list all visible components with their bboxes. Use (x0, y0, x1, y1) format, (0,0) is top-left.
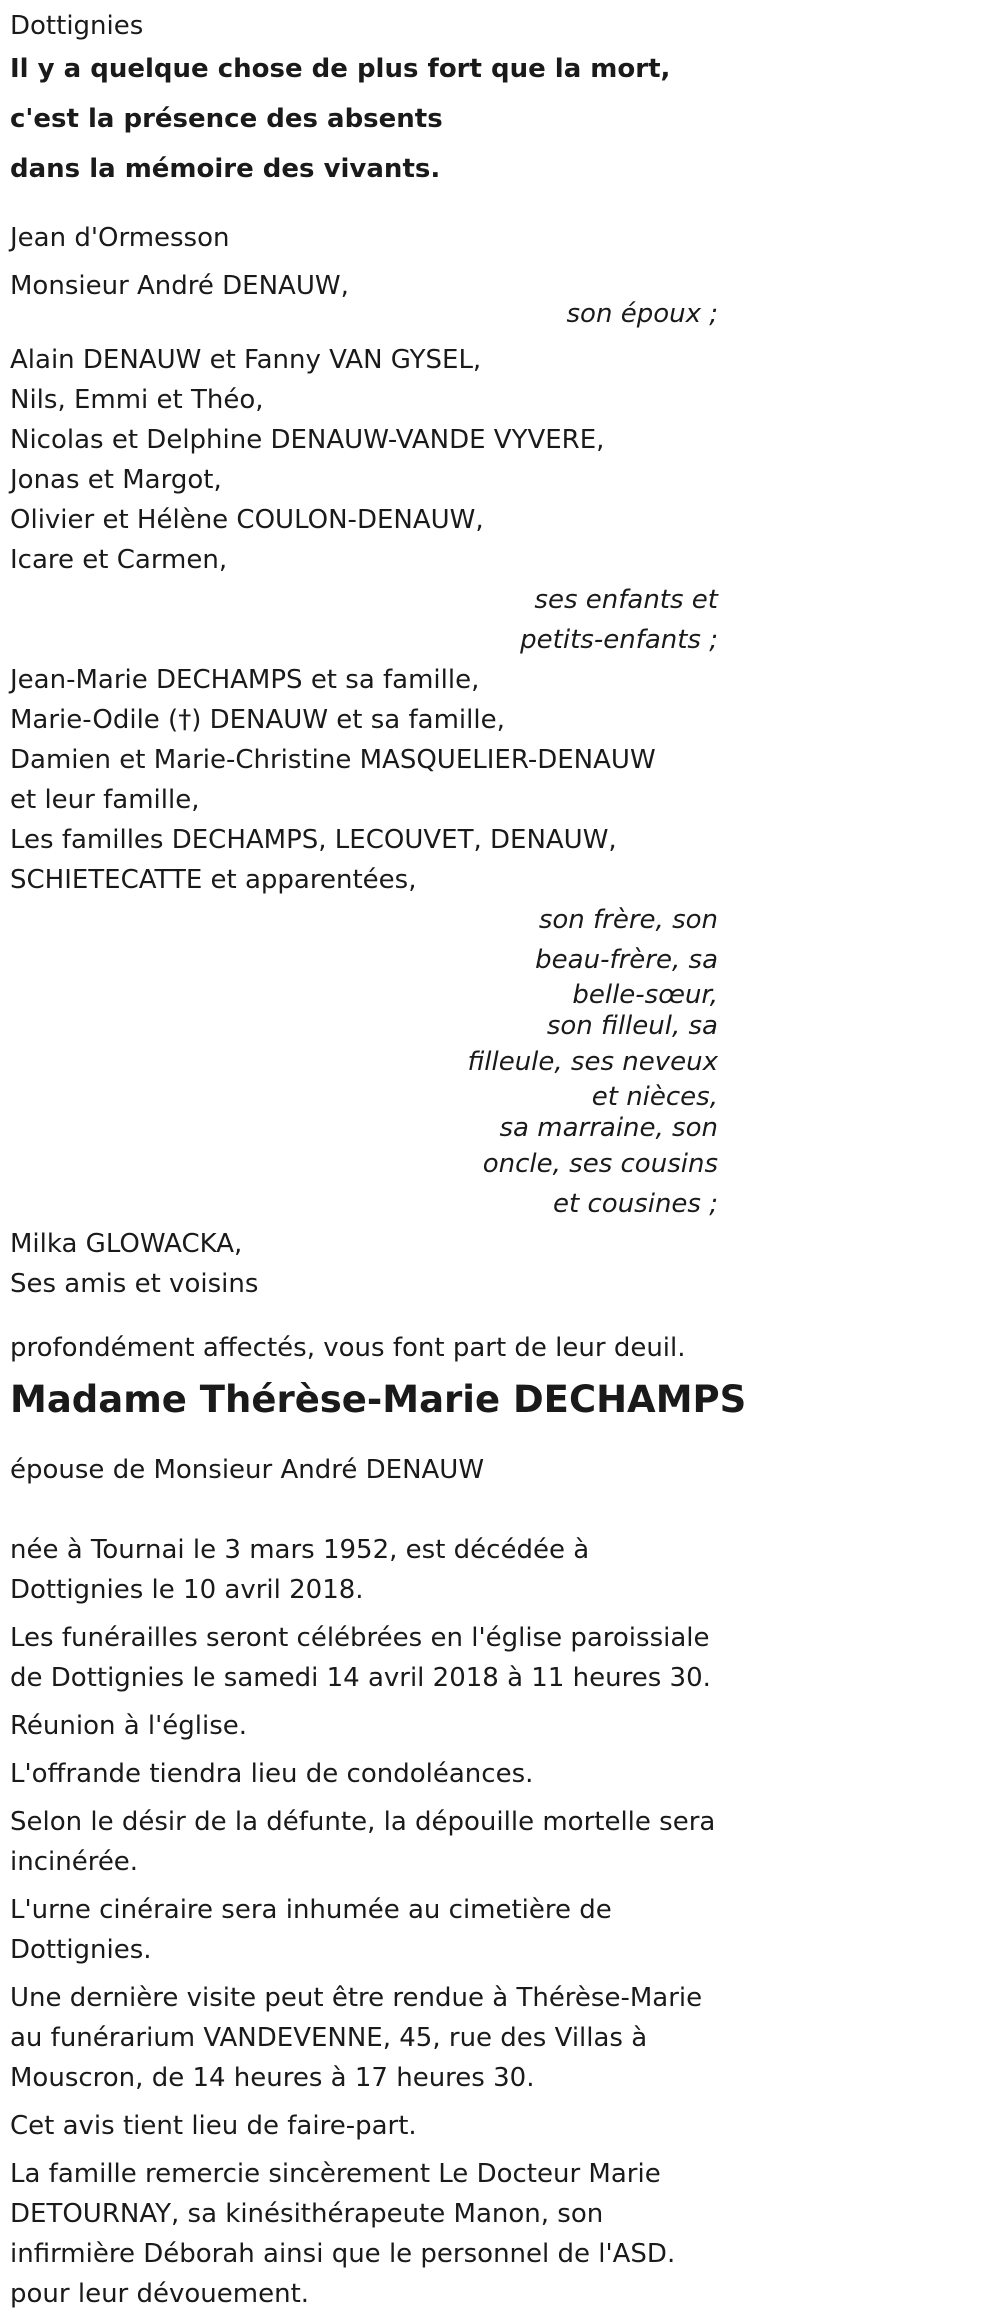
children-list (10, 340, 720, 580)
role-line: et nièces, (591, 1082, 718, 1112)
role-line: beau-frère, sa (535, 945, 718, 975)
list-item: Jonas et Margot, (10, 465, 222, 495)
role-line: petits-enfants ; (520, 625, 718, 655)
role-line: et cousines ; (553, 1189, 718, 1219)
detail-paragraph: La famille remercie sincèrement Le Docteur Marie DETOURNAY, sa kinésithérapeute Manon, son infirmière Déborah ainsi que le personnel de l'ASD. pour leur dévouement. (10, 2159, 676, 2309)
announcement: profondément affectés, vous font part de leur deuil. (10, 1333, 686, 1363)
list-item: Olivier et Hélène COULON-DENAUW, (10, 505, 484, 535)
family-role (10, 900, 720, 1224)
list-item: SCHIETECATTE et apparentées, (10, 865, 417, 895)
detail-paragraph: L'offrande tiendra lieu de condoléances. (10, 1759, 534, 1789)
list-item: Nils, Emmi et Théo, (10, 385, 264, 415)
role-line: son filleul, sa (546, 1011, 718, 1041)
list-item: Alain DENAUW et Fanny VAN GYSEL, (10, 345, 482, 375)
list-item: et leur famille, (10, 785, 200, 815)
deceased-spouse: épouse de Monsieur André DENAUW (10, 1455, 485, 1485)
quote-line-3: dans la mémoire des vivants. (10, 154, 441, 184)
detail-paragraph: Selon le désir de la défunte, la dépouille mortelle sera incinérée. (10, 1807, 716, 1877)
quote-author: Jean d'Ormesson (10, 223, 230, 253)
family-list (10, 660, 720, 900)
detail-paragraph: Une dernière visite peut être rendue à Thérèse-Marie au funérarium VANDEVENNE, 45, rue des Villas à Mouscron, de 14 heures à 17 heures 30. (10, 1983, 703, 2093)
others-list (10, 1224, 720, 1304)
role-line: sa marraine, son (499, 1113, 718, 1143)
quote-line-2: c'est la présence des absents (10, 104, 443, 134)
location: Dottignies (10, 11, 144, 41)
role-line: oncle, ses cousins (482, 1149, 718, 1179)
detail-paragraph: Réunion à l'église. (10, 1711, 248, 1741)
list-item: Marie-Odile (†) DENAUW et sa famille, (10, 705, 505, 735)
details (10, 1530, 720, 2314)
detail-paragraph: Les funérailles seront célébrées en l'église paroissiale de Dottignies le samedi 14 avril 2018 à 11 heures 30. (10, 1623, 711, 1693)
detail-paragraph: née à Tournai le 3 mars 1952, est décédée à Dottignies le 10 avril 2018. (10, 1535, 590, 1605)
list-item: Milka GLOWACKA, (10, 1229, 243, 1259)
deceased-name: Madame Thérèse-Marie DECHAMPS (10, 1378, 747, 1421)
list-item: Icare et Carmen, (10, 545, 228, 575)
children-role (10, 580, 720, 660)
list-item: Nicolas et Delphine DENAUW-VANDE VYVERE, (10, 425, 605, 455)
list-item: Jean-Marie DECHAMPS et sa famille, (10, 665, 480, 695)
role-line: son frère, son (538, 905, 718, 935)
list-item: Ses amis et voisins (10, 1269, 259, 1299)
role-line: belle-sœur, (572, 980, 718, 1010)
list-item: Damien et Marie-Christine MASQUELIER-DENAUW (10, 745, 656, 775)
detail-paragraph: Cet avis tient lieu de faire-part. (10, 2111, 417, 2141)
list-item: Les familles DECHAMPS, LECOUVET, DENAUW, (10, 825, 617, 855)
quote-line-1: Il y a quelque chose de plus fort que la mort, (10, 54, 671, 84)
role-line: filleule, ses neveux (467, 1047, 718, 1077)
detail-paragraph: L'urne cinéraire sera inhumée au cimetière de Dottignies. (10, 1895, 612, 1965)
spouse-role-text: son époux ; (566, 299, 718, 329)
spouse: Monsieur André DENAUW, (10, 271, 349, 301)
role-line: ses enfants et (534, 585, 718, 615)
